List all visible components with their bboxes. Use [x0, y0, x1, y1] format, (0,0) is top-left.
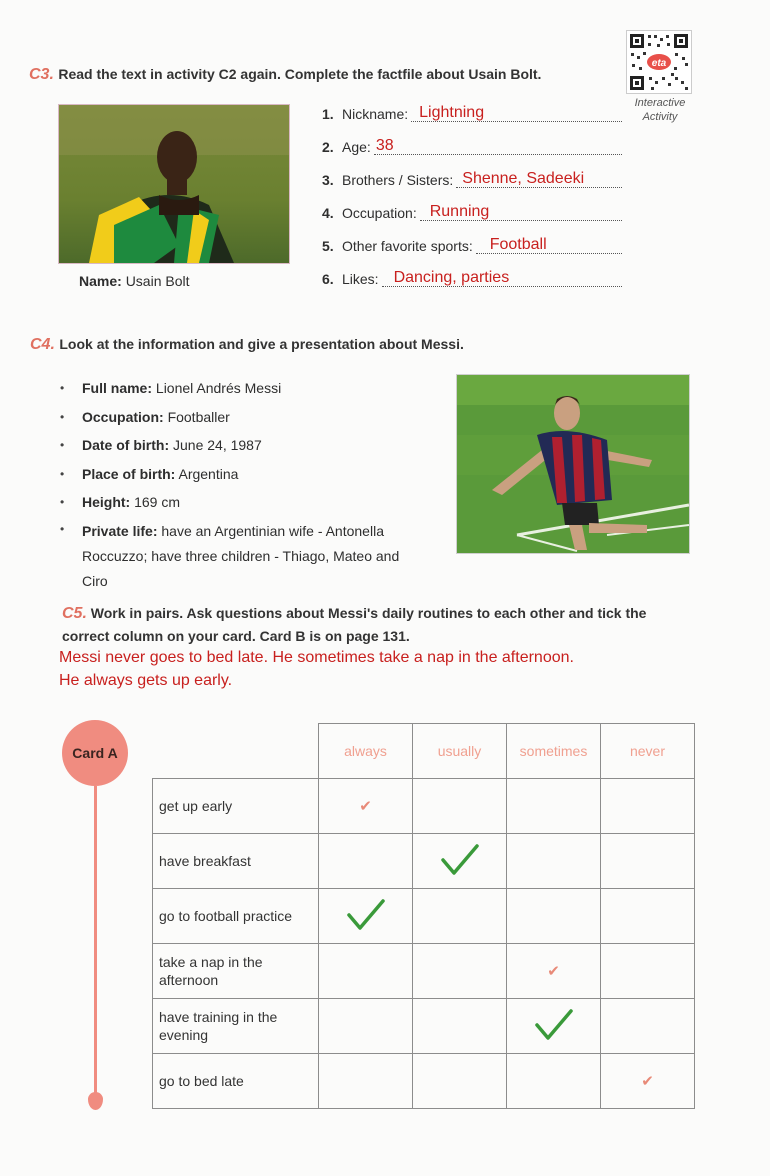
factfile-num: 1. [322, 106, 334, 122]
factfile-row [322, 100, 622, 122]
info-label: Place of birth: [82, 465, 176, 482]
small-check-icon: ✔ [547, 963, 560, 980]
factfile-answer-field[interactable] [382, 270, 622, 287]
factfile-label: Other favorite sports: [342, 238, 473, 254]
green-check-icon [534, 1008, 574, 1042]
info-value: June 24, 1987 [173, 437, 262, 453]
table-corner [153, 724, 319, 779]
list-item [60, 517, 427, 594]
tick-cell[interactable] [413, 999, 507, 1054]
activity-cell: have breakfast [153, 834, 319, 889]
factfile-answer-field[interactable] [456, 171, 622, 188]
list-item [60, 460, 440, 489]
activity-cell: get up early [153, 779, 319, 834]
factfile-answer-field[interactable] [411, 105, 622, 122]
tick-cell[interactable] [507, 944, 601, 999]
tick-cell[interactable] [319, 944, 413, 999]
column-header: never [601, 724, 695, 779]
qr-caption-line1: Interactive [634, 97, 686, 109]
c5-instruction-line2: correct column on your card. Card B is on page 131. [62, 628, 410, 644]
c3-header [29, 66, 629, 84]
factfile-num: 2. [322, 139, 334, 155]
tick-cell[interactable] [319, 1054, 413, 1109]
table-row [153, 1054, 695, 1109]
info-label: Date of birth: [82, 437, 170, 453]
column-header: usually [413, 724, 507, 779]
factfile-answer: 38 [375, 137, 394, 154]
qr-code[interactable] [626, 30, 692, 94]
tick-cell[interactable] [507, 999, 601, 1054]
factfile-answer-field[interactable] [420, 204, 622, 221]
tick-cell[interactable] [319, 999, 413, 1054]
usain-bolt-photo [58, 104, 290, 264]
info-label: Occupation: [82, 408, 164, 425]
tick-cell[interactable] [413, 1054, 507, 1109]
c5-header [62, 602, 672, 647]
c4-label: C4. [30, 336, 55, 353]
tick-cell[interactable] [413, 944, 507, 999]
activity-cell: go to bed late [153, 1054, 319, 1109]
factfile-num: 6. [322, 271, 334, 287]
qr-code-icon [627, 31, 691, 93]
qr-badge: eta [651, 58, 667, 69]
tick-cell[interactable] [319, 889, 413, 944]
messi-info-list [60, 374, 440, 594]
factfile-num: 3. [322, 172, 334, 188]
table-row [153, 889, 695, 944]
tick-cell[interactable] [507, 1054, 601, 1109]
card-a-badge: Card A [62, 720, 128, 786]
info-value: 169 cm [134, 494, 181, 510]
list-item [60, 488, 440, 517]
c5-answer-line2: He always gets up early. [59, 672, 233, 689]
info-value: Lionel Andrés Messi [155, 380, 282, 396]
name-label: Name: [79, 273, 122, 289]
table-row [153, 779, 695, 834]
tick-cell[interactable] [413, 834, 507, 889]
c5-answer-line1: Messi never goes to bed late. He sometimes take a nap in the afternoon. [59, 649, 574, 666]
qr-caption [620, 96, 700, 124]
qr-caption-line2: Activity [642, 111, 678, 123]
factfile-label: Brothers / Sisters: [342, 172, 454, 188]
tick-cell[interactable] [601, 944, 695, 999]
small-check-icon: ✔ [359, 798, 372, 815]
table-row [153, 834, 695, 889]
name-value: Usain Bolt [125, 273, 190, 289]
tick-cell[interactable] [601, 889, 695, 944]
list-item [60, 374, 440, 403]
factfile-row [322, 265, 622, 287]
tick-cell[interactable] [507, 889, 601, 944]
small-check-icon: ✔ [641, 1073, 654, 1090]
factfile-num: 5. [322, 238, 334, 254]
tick-cell[interactable] [601, 999, 695, 1054]
c5-instruction-line1: Work in pairs. Ask questions about Messi's daily routines to each other and tick the [90, 605, 647, 621]
tick-cell[interactable] [601, 779, 695, 834]
tick-cell[interactable] [413, 779, 507, 834]
info-value: have an Argentinian wife - Antonella Roccuzzo; have three children - Thiago, Mateo and Ciro [82, 522, 400, 589]
c4-instruction: Look at the information and give a presentation about Messi. [59, 336, 464, 352]
tick-cell[interactable] [319, 779, 413, 834]
c3-instruction: Read the text in activity C2 again. Complete the factfile about Usain Bolt. [58, 66, 542, 82]
tick-cell[interactable] [413, 889, 507, 944]
c4-header [30, 336, 630, 354]
list-item [60, 403, 440, 432]
factfile-answer: Lightning [419, 104, 485, 121]
list-item [60, 431, 440, 460]
factfile-label: Likes: [342, 271, 379, 287]
card-a-table [152, 723, 695, 1109]
c3-label: C3. [29, 66, 54, 83]
factfile-answer: Running [429, 203, 490, 220]
factfile-answer: Shenne, Sadeeki [462, 170, 585, 187]
factfile-row [322, 133, 622, 155]
info-label: Full name: [82, 380, 153, 396]
factfile-label: Occupation: [342, 205, 417, 221]
tick-cell[interactable] [507, 834, 601, 889]
card-a-line [94, 786, 97, 1096]
c5-label: C5. [62, 605, 87, 622]
factfile-row [322, 199, 622, 221]
factfile-answer-field[interactable] [476, 237, 622, 254]
column-header: sometimes [507, 724, 601, 779]
table-row [153, 999, 695, 1054]
card-a-drop [88, 1092, 103, 1110]
factfile-num: 4. [322, 205, 334, 221]
factfile-answer-field[interactable] [374, 138, 622, 155]
factfile-label: Nickname: [342, 106, 409, 122]
messi-photo [456, 374, 690, 554]
activity-cell: go to football practice [153, 889, 319, 944]
factfile-answer: Dancing, parties [393, 269, 510, 286]
info-value: Footballer [167, 408, 230, 425]
activity-cell: take a nap in the afternoon [153, 944, 319, 999]
green-check-icon [440, 843, 480, 877]
tick-cell[interactable] [319, 834, 413, 889]
column-header: always [319, 724, 413, 779]
info-value: Argentina [178, 465, 239, 482]
factfile-row [322, 166, 622, 188]
activity-cell: have training in the evening [153, 999, 319, 1054]
factfile-label: Age: [342, 139, 371, 155]
tick-cell[interactable] [601, 1054, 695, 1109]
tick-cell[interactable] [507, 779, 601, 834]
factfile-answer: Football [489, 236, 547, 253]
factfile-row [322, 232, 622, 254]
bolt-name-line [79, 273, 190, 289]
info-label: Private life: [82, 522, 158, 539]
table-row [153, 944, 695, 999]
green-check-icon [346, 898, 386, 932]
info-label: Height: [82, 494, 131, 510]
tick-cell[interactable] [601, 834, 695, 889]
